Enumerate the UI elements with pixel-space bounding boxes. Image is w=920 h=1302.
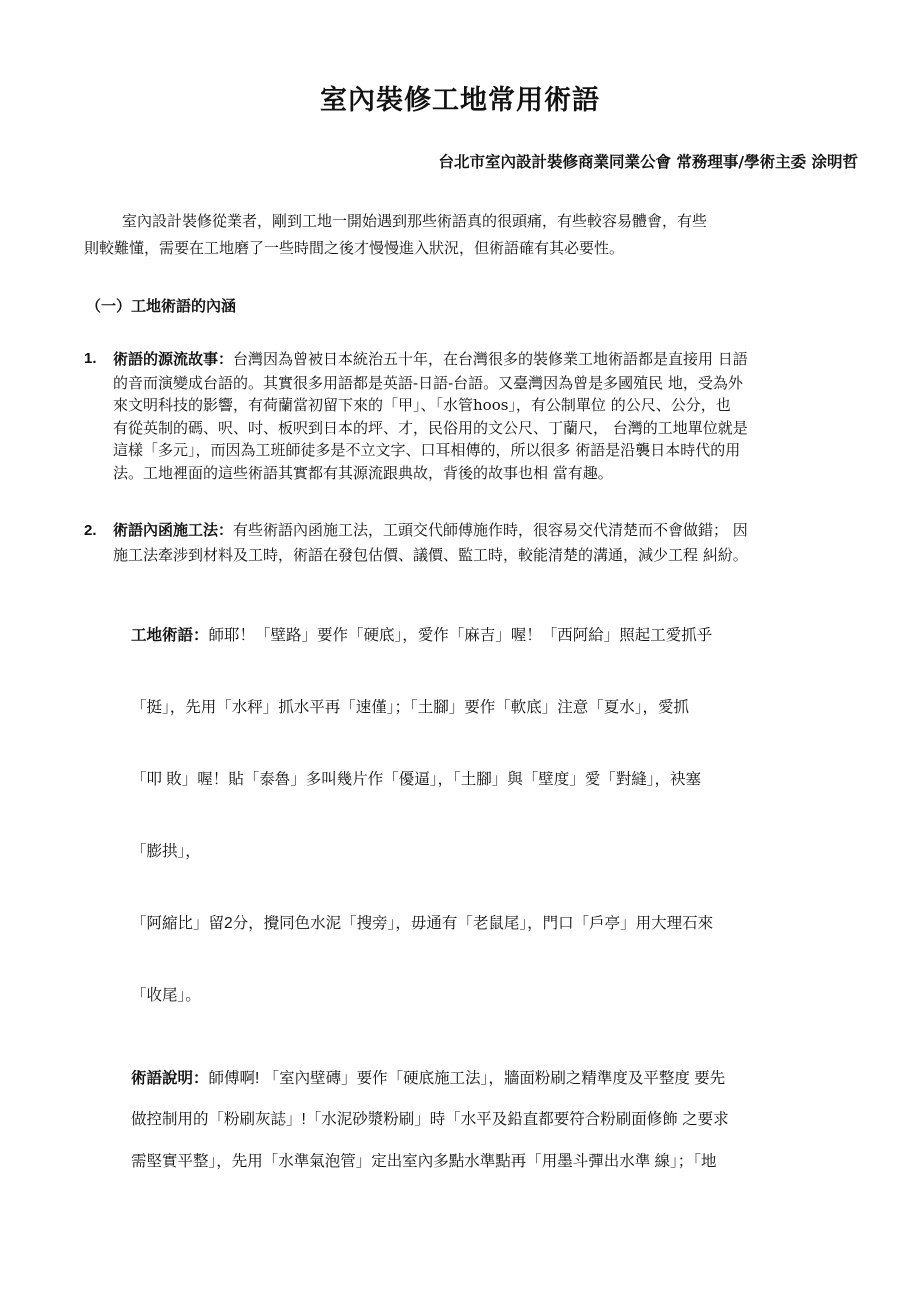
list-line: 施工法牽涉到材料及工時，術語在發包估價、議價、監工時，較能清楚的溝通，減少工程 糾紛。 (113, 546, 748, 564)
example-line: 「叩 敗」喔！貼「泰魯」多叫幾片作「優逼」，「土腳」與「壁度」愛「對縫」，袂塞 (131, 771, 702, 788)
list-line: 的音而演變成台語的。其實很多用語都是英語-日語-台語。又臺灣因為曾是多國殖民 地，受為外 (113, 373, 743, 392)
example-text: 師耶！「壁路」要作「硬底」，愛作「麻吉」喔！「西阿給」照起工愛抓乎 (208, 627, 713, 644)
list-line: 有從英制的碼、呎、吋、板呎到日本的坪、才，民俗用的文公尺、丁蘭尺， 台灣的工地單位就是 (113, 418, 748, 437)
example-line (131, 623, 712, 645)
example-line: 「收尾」。 (131, 987, 201, 1004)
list-line: 來文明科技的影響，有荷蘭當初留下來的「甲」、「水管hoos」，有公制單位 的公尺、公分，也 (113, 396, 731, 414)
page-title: 室內裝修工地常用術語 (320, 85, 600, 116)
list-item-heading: 術語的源流故事： (113, 351, 234, 368)
list-item-heading: 術語內函施工法： (113, 522, 234, 539)
intro-line: 則較難懂，需要在工地磨了一些時間之後才慢慢進入狀況，但術語確有其必要性。 (84, 239, 625, 257)
list-line (113, 518, 748, 543)
example-label: 工地術語： (131, 627, 209, 644)
explanation-line: 做控制用的「粉刷灰誌」!「水泥砂漿粉刷」時「水平及鉛直都要符合粉刷面修飾 之要求 (131, 1111, 729, 1128)
example-line: 「挺」，先用「水秤」抓水平再「速僅」；「土腳」要作「軟底」注意「夏水」，愛抓 (131, 699, 690, 716)
section-heading: （一）工地術語的內涵 (86, 297, 237, 315)
list-line-text: 台灣因為曾被日本統治五十年，在台灣很多的裝修業工地術語都是直接用 日語 (233, 350, 748, 368)
intro-paragraph (84, 208, 707, 262)
example-line: 「膨拱」， (131, 843, 201, 860)
explanation-line (131, 1066, 725, 1088)
explanation-text: 師傅啊! 「室內壁磚」要作「硬底施工法」，牆面粉刷之精準度及平整度 要先 (208, 1070, 726, 1087)
explanation-label: 術語說明： (131, 1070, 209, 1087)
list-line: 法。工地裡面的這些術語其實都有其源流跟典故，背後的故事也相 當有趣。 (113, 463, 613, 482)
list-line (113, 348, 748, 372)
list-number: 2. (84, 522, 97, 539)
example-line: 「阿縮比」留2分，攪同色水泥「搜旁」，毋通有「老鼠尾」，門口「戶亭」用大理石來 (131, 915, 714, 932)
intro-line: 室內設計裝修從業者，剛到工地一開始遇到那些術語真的很頭痛，有些較容易體會，有些 (122, 212, 708, 230)
author-line: 台北市室內設計裝修商業同業公會 常務理事/學術主委 涂明哲 (438, 153, 858, 171)
list-item-body (113, 348, 748, 484)
list-line-text: 有些術語內函施工法，工頭交代師傅施作時，很容易交代清楚而不會做錯； 因 (233, 521, 748, 539)
list-line: 這樣「多元」，而因為工班師徒多是不立文字、口耳相傳的，所以很多 術語是沿襲日本時代的用 (113, 441, 741, 459)
list-item-body (113, 518, 748, 568)
explanation-line: 需堅實平整」，先用「水準氣泡管」定出室內多點水準點再「用墨斗彈出水準 線」；「地 (131, 1153, 717, 1170)
list-number: 1. (84, 350, 97, 367)
